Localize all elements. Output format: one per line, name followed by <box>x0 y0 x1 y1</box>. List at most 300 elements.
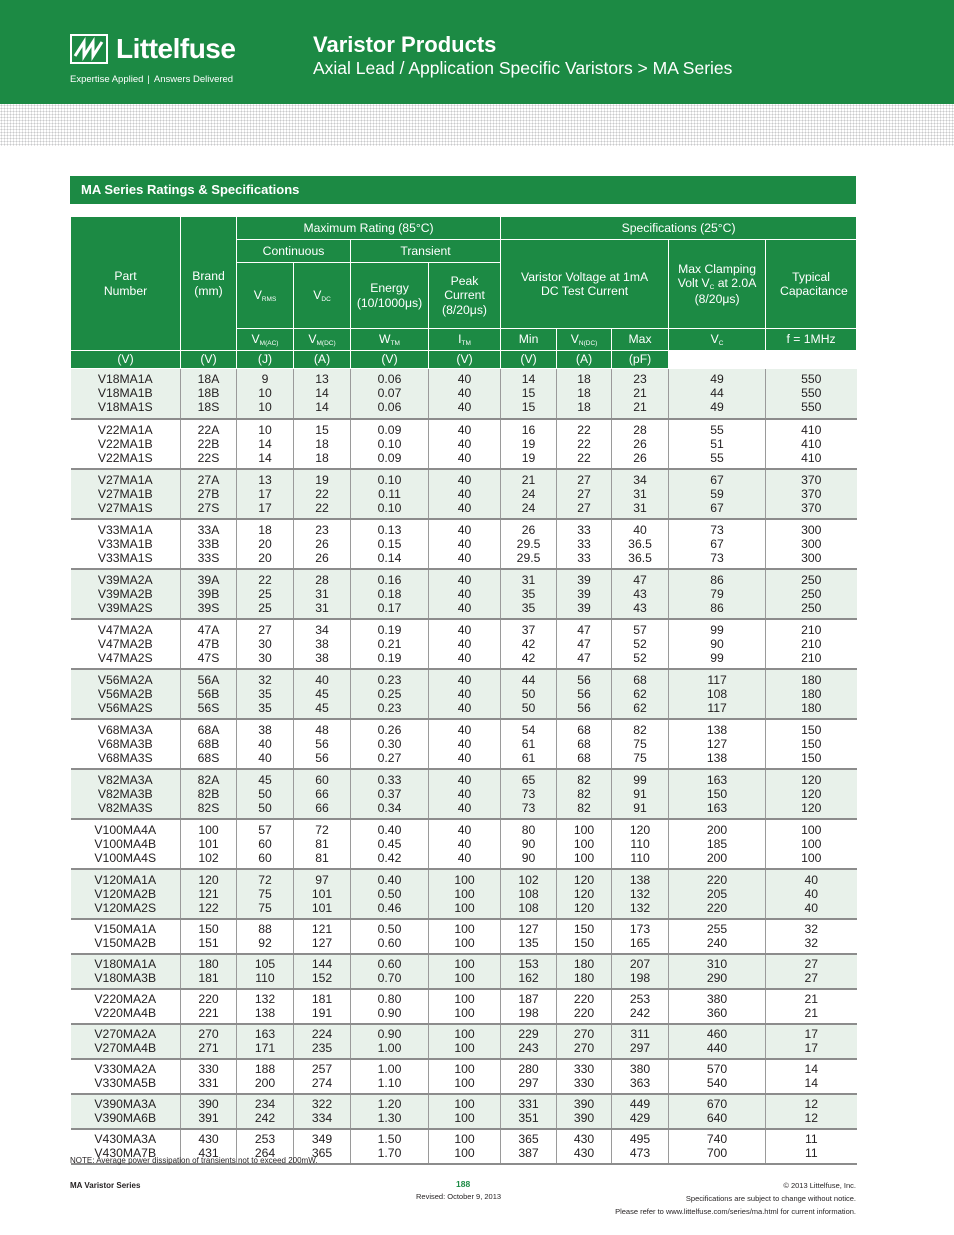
cell-vn <box>557 769 612 819</box>
cell-brand <box>181 469 237 519</box>
table-row-group <box>71 989 857 1024</box>
value-energy: 0.14 <box>377 550 402 565</box>
value-cap: 550 <box>801 400 822 414</box>
cell-part <box>71 954 181 989</box>
value-vn: 120 <box>573 886 595 901</box>
value-brand: 180 <box>198 957 219 971</box>
value-energy: 1.50 <box>377 1132 402 1146</box>
value-brand: 68B <box>197 736 220 751</box>
value-max: 68 <box>633 672 647 687</box>
value-energy: 0.17 <box>377 600 402 615</box>
value-vn: 47 <box>577 622 591 637</box>
cell-brand <box>181 669 237 719</box>
value-vrms: 10 <box>258 386 272 401</box>
cell-itm <box>429 769 501 819</box>
cell-itm <box>429 954 501 989</box>
cell-min <box>501 419 557 469</box>
value-max: 57 <box>633 622 647 637</box>
value-vc: 255 <box>706 922 728 936</box>
value-vrms: 138 <box>254 1006 276 1020</box>
value-min: 90 <box>521 850 536 865</box>
value-energy: 0.11 <box>378 486 401 501</box>
value-energy: 0.60 <box>377 957 402 971</box>
value-part: V100MA4B <box>94 836 157 851</box>
cell-cap <box>766 619 857 669</box>
value-part: V33MA1A <box>97 522 153 537</box>
value-cap: 40 <box>804 900 819 915</box>
value-vrms: 25 <box>258 586 272 601</box>
value-cap: 12 <box>804 1111 819 1125</box>
cell-vrms <box>237 1094 294 1129</box>
value-max: 132 <box>629 886 651 901</box>
value-max: 36.5 <box>628 550 652 565</box>
value-vc: 86 <box>710 600 724 615</box>
value-vc: 55 <box>710 422 724 437</box>
table-row-group <box>71 1059 857 1094</box>
value-vc: 150 <box>706 786 728 801</box>
cell-cap <box>766 989 857 1024</box>
value-min: 153 <box>518 957 539 971</box>
value-vn: 47 <box>577 650 591 665</box>
value-cap: 550 <box>801 372 822 386</box>
header-part-number: Part Number <box>71 217 181 351</box>
value-max: 495 <box>629 1132 651 1146</box>
value-vc: 44 <box>710 386 724 400</box>
cell-min <box>501 1059 557 1094</box>
cell-vrms <box>237 769 294 819</box>
value-brand: 22S <box>197 450 220 465</box>
table-row-group <box>71 369 857 419</box>
cell-vdc <box>294 719 351 769</box>
value-vdc: 34 <box>315 622 329 637</box>
value-vdc: 334 <box>311 1111 333 1125</box>
value-vrms: 92 <box>258 936 272 950</box>
cell-part <box>71 1059 181 1094</box>
value-max: 311 <box>630 1027 650 1041</box>
value-vn: 68 <box>577 750 591 765</box>
value-itm: 40 <box>457 700 472 715</box>
value-brand: 18B <box>197 386 220 401</box>
header-brand: Brand (mm) <box>181 217 237 351</box>
cell-min <box>501 669 557 719</box>
dot-pattern-band <box>0 104 954 146</box>
cell-energy <box>351 819 429 869</box>
cell-max <box>612 769 669 819</box>
cell-vn <box>557 954 612 989</box>
value-min: 35 <box>521 586 536 601</box>
cell-energy <box>351 719 429 769</box>
value-cap: 150 <box>801 750 822 765</box>
cell-itm <box>429 1024 501 1059</box>
value-brand: 102 <box>198 850 219 865</box>
value-part: V33MA1S <box>97 550 153 565</box>
value-brand: 68S <box>197 750 220 765</box>
value-min: 42 <box>521 636 536 651</box>
value-max: 165 <box>629 936 651 950</box>
value-vrms: 88 <box>258 922 272 936</box>
cell-vc <box>669 1094 766 1129</box>
value-vdc: 28 <box>315 572 329 587</box>
value-energy: 0.70 <box>377 971 402 985</box>
cell-vdc <box>294 869 351 919</box>
value-itm: 40 <box>457 836 472 851</box>
cell-itm <box>429 569 501 619</box>
value-brand: 391 <box>198 1111 219 1125</box>
cell-vrms <box>237 619 294 669</box>
value-itm: 100 <box>454 1097 475 1111</box>
cell-vn <box>557 569 612 619</box>
page-subtitle: Axial Lead / Application Specific Varistors > MA Series <box>313 58 733 78</box>
table-row-group <box>71 469 857 519</box>
value-vn: 180 <box>573 971 595 985</box>
tagline: Expertise Applied | Answers Delivered <box>70 74 234 85</box>
value-vdc: 26 <box>315 536 329 551</box>
cell-max <box>612 819 669 869</box>
value-vn: 33 <box>577 522 591 537</box>
value-vc: 138 <box>706 750 728 765</box>
value-part: V330MA2A <box>94 1062 157 1076</box>
unit-vrms: (V) <box>71 351 181 369</box>
cell-energy <box>351 619 429 669</box>
cell-vrms <box>237 469 294 519</box>
cell-brand <box>181 1094 237 1129</box>
value-vc: 360 <box>706 1006 728 1020</box>
cell-brand <box>181 369 237 419</box>
cell-max <box>612 989 669 1024</box>
value-cap: 370 <box>801 472 822 487</box>
value-vn: 270 <box>573 1041 595 1055</box>
value-vrms: 14 <box>258 436 272 451</box>
value-brand: 56B <box>197 686 220 701</box>
value-vc: 73 <box>710 522 724 537</box>
value-itm: 40 <box>457 422 472 437</box>
unit-vdc: (V) <box>181 351 237 369</box>
cell-itm <box>429 1094 501 1129</box>
value-max: 40 <box>633 522 647 537</box>
value-vc: 138 <box>706 722 728 737</box>
value-max: 26 <box>633 450 647 465</box>
value-brand: 122 <box>198 900 219 915</box>
value-cap: 180 <box>801 686 822 701</box>
value-itm: 40 <box>457 650 472 665</box>
cell-vdc <box>294 569 351 619</box>
value-vn: 390 <box>573 1097 595 1111</box>
cell-vdc <box>294 989 351 1024</box>
cell-part <box>71 369 181 419</box>
value-vdc: 144 <box>311 957 333 971</box>
value-itm: 40 <box>457 636 472 651</box>
value-max: 31 <box>633 486 647 501</box>
value-itm: 40 <box>457 372 472 387</box>
header-specifications: Specifications (25°C) <box>501 217 857 240</box>
cell-brand <box>181 619 237 669</box>
symbol-itm: $I_{TM}$ <box>429 329 501 351</box>
value-part: V220MA2A <box>94 992 157 1006</box>
value-vn: 33 <box>577 536 591 551</box>
value-itm: 100 <box>454 1132 475 1146</box>
cell-part <box>71 519 181 569</box>
value-vc: 163 <box>706 772 728 787</box>
value-vdc: 23 <box>315 522 329 537</box>
value-part: V18MA1B <box>97 386 153 401</box>
value-part: V270MA4B <box>94 1041 157 1055</box>
cell-energy <box>351 569 429 619</box>
value-itm: 40 <box>457 672 472 687</box>
value-part: V39MA2B <box>97 586 153 601</box>
value-min: 198 <box>518 1006 539 1020</box>
value-vc: 99 <box>710 622 724 637</box>
value-cap: 27 <box>804 971 819 985</box>
value-vn: 180 <box>573 957 595 971</box>
symbol-vc: $V_C$ <box>669 329 766 351</box>
footer-legal <box>615 1179 856 1218</box>
value-part: V82MA3S <box>97 800 153 815</box>
value-part: V82MA3B <box>97 786 153 801</box>
value-min: 24 <box>521 500 536 515</box>
value-min: 187 <box>518 992 539 1006</box>
cell-cap <box>766 419 857 469</box>
value-vrms: 253 <box>254 1132 276 1146</box>
cell-cap <box>766 1024 857 1059</box>
value-vdc: 40 <box>315 672 329 687</box>
value-cap: 300 <box>801 536 822 551</box>
value-vrms: 72 <box>258 872 272 887</box>
value-max: 242 <box>629 1006 651 1020</box>
cell-cap <box>766 369 857 419</box>
unit-vc: (A) <box>557 351 612 369</box>
value-brand: 330 <box>198 1062 219 1076</box>
value-vdc: 14 <box>315 386 329 401</box>
value-max: 47 <box>633 572 647 587</box>
value-part: V68MA3B <box>97 736 153 751</box>
value-min: 21 <box>521 472 536 487</box>
unit-capacitance: (pF) <box>612 351 669 369</box>
value-part: V100MA4A <box>94 822 157 837</box>
cell-vn <box>557 869 612 919</box>
value-vrms: 35 <box>258 686 272 701</box>
cell-vrms <box>237 669 294 719</box>
cell-brand <box>181 1024 237 1059</box>
value-vdc: 31 <box>315 600 329 615</box>
value-vc: 460 <box>706 1027 728 1041</box>
value-vrms: 10 <box>258 400 272 415</box>
value-min: 26 <box>521 522 536 537</box>
cell-part <box>71 619 181 669</box>
value-vdc: 365 <box>311 1146 333 1160</box>
cell-cap <box>766 519 857 569</box>
cell-vrms <box>237 989 294 1024</box>
value-part: V56MA2S <box>97 700 153 715</box>
cell-energy <box>351 519 429 569</box>
cell-vc <box>669 954 766 989</box>
value-brand: 221 <box>198 1006 219 1020</box>
value-vc: 200 <box>706 850 728 865</box>
value-vrms: 40 <box>258 736 272 751</box>
value-cap: 210 <box>801 636 822 651</box>
cell-vn <box>557 369 612 419</box>
cell-min <box>501 769 557 819</box>
cell-vrms <box>237 954 294 989</box>
value-cap: 370 <box>801 486 822 501</box>
value-min: 162 <box>518 971 539 985</box>
value-energy: 0.37 <box>377 786 402 801</box>
value-vrms: 32 <box>258 672 272 687</box>
value-brand: 120 <box>198 872 219 887</box>
value-max: 75 <box>633 750 647 765</box>
table-row-group <box>71 954 857 989</box>
cell-energy <box>351 669 429 719</box>
value-vdc: 81 <box>315 850 329 865</box>
cell-min <box>501 519 557 569</box>
littelfuse-mark-icon <box>70 34 108 64</box>
value-vn: 56 <box>577 672 591 687</box>
value-vc: 163 <box>706 800 728 815</box>
value-vc: 117 <box>707 672 727 687</box>
value-energy: 1.10 <box>377 1076 402 1090</box>
value-vrms: 171 <box>254 1041 276 1055</box>
symbol-vn: $V_{N(DC)}$ <box>557 329 612 351</box>
value-max: 363 <box>629 1076 651 1090</box>
symbol-max: Max <box>612 329 669 351</box>
cell-vn <box>557 669 612 719</box>
value-vn: 39 <box>577 600 591 615</box>
value-cap: 40 <box>804 886 819 901</box>
cell-itm <box>429 369 501 419</box>
value-cap: 12 <box>804 1097 819 1111</box>
cell-vrms <box>237 519 294 569</box>
value-brand: 47A <box>197 622 220 637</box>
value-vdc: 22 <box>315 486 329 501</box>
value-max: 82 <box>633 722 647 737</box>
cell-cap <box>766 719 857 769</box>
cell-max <box>612 869 669 919</box>
value-energy: 1.00 <box>377 1041 402 1055</box>
value-itm: 40 <box>457 800 472 815</box>
cell-cap <box>766 669 857 719</box>
cell-min <box>501 989 557 1024</box>
value-vn: 150 <box>573 936 595 950</box>
value-energy: 0.09 <box>377 422 402 437</box>
value-max: 36.5 <box>628 536 652 551</box>
value-part: V430MA7B <box>94 1146 157 1160</box>
value-vn: 68 <box>577 722 591 737</box>
value-itm: 40 <box>457 386 472 401</box>
value-vdc: 72 <box>315 822 329 837</box>
value-itm: 100 <box>454 872 475 887</box>
value-part: V22MA1B <box>97 436 153 451</box>
value-cap: 32 <box>804 922 819 936</box>
value-min: 16 <box>521 422 536 437</box>
value-max: 110 <box>630 850 650 865</box>
cell-energy <box>351 419 429 469</box>
value-brand: 121 <box>198 886 219 901</box>
value-vrms: 17 <box>258 500 272 515</box>
value-part: V18MA1S <box>97 400 153 415</box>
table-row-group <box>71 719 857 769</box>
value-part: V39MA2S <box>97 600 153 615</box>
value-brand: 390 <box>198 1097 219 1111</box>
value-vrms: 10 <box>258 422 272 437</box>
value-vc: 117 <box>707 700 727 715</box>
value-min: 65 <box>521 772 536 787</box>
value-vdc: 322 <box>311 1097 333 1111</box>
cell-max <box>612 419 669 469</box>
cell-max <box>612 954 669 989</box>
cell-vdc <box>294 519 351 569</box>
value-itm: 100 <box>454 1027 475 1041</box>
value-vrms: 163 <box>254 1027 276 1041</box>
cell-cap <box>766 1129 857 1164</box>
cell-part <box>71 569 181 619</box>
value-vdc: 22 <box>315 500 329 515</box>
cell-part <box>71 819 181 869</box>
value-cap: 120 <box>801 786 822 801</box>
cell-min <box>501 919 557 954</box>
value-brand: 181 <box>198 971 219 985</box>
value-min: 61 <box>521 750 536 765</box>
value-vrms: 75 <box>258 886 272 901</box>
value-brand: 33A <box>197 522 220 537</box>
value-vc: 108 <box>706 686 728 701</box>
value-cap: 11 <box>804 1146 818 1160</box>
value-brand: 33S <box>197 550 220 565</box>
value-vn: 120 <box>573 872 595 887</box>
value-vn: 82 <box>577 786 591 801</box>
cell-vc <box>669 619 766 669</box>
value-vc: 570 <box>706 1062 728 1076</box>
value-vdc: 81 <box>315 836 329 851</box>
value-brand: 331 <box>198 1076 219 1090</box>
value-part: V18MA1A <box>97 372 153 387</box>
value-part: V330MA5B <box>94 1076 157 1090</box>
value-energy: 1.70 <box>377 1146 402 1160</box>
value-cap: 410 <box>801 450 822 465</box>
value-itm: 40 <box>457 600 472 615</box>
symbol-frequency: f = 1MHz <box>766 329 857 351</box>
value-cap: 32 <box>804 936 819 950</box>
cell-brand <box>181 519 237 569</box>
cell-vn <box>557 1024 612 1059</box>
cell-vc <box>669 769 766 819</box>
cell-cap <box>766 469 857 519</box>
value-itm: 40 <box>457 486 472 501</box>
value-itm: 40 <box>457 686 472 701</box>
value-energy: 0.45 <box>377 836 402 851</box>
cell-vdc <box>294 1059 351 1094</box>
value-vc: 740 <box>706 1132 728 1146</box>
value-vdc: 127 <box>311 936 333 950</box>
value-vn: 120 <box>573 900 595 915</box>
cell-max <box>612 1129 669 1164</box>
value-min: 280 <box>518 1062 539 1076</box>
cell-cap <box>766 869 857 919</box>
value-part: V22MA1A <box>97 422 153 437</box>
cell-part <box>71 719 181 769</box>
value-brand: 22B <box>197 436 220 451</box>
value-cap: 300 <box>801 550 822 565</box>
footer-series: MA Varistor Series <box>70 1181 141 1190</box>
value-vn: 100 <box>573 850 595 865</box>
unit-current: (A) <box>294 351 351 369</box>
value-itm: 40 <box>457 772 472 787</box>
value-vc: 670 <box>706 1097 728 1111</box>
value-itm: 40 <box>457 786 472 801</box>
cell-max <box>612 619 669 669</box>
cell-brand <box>181 919 237 954</box>
value-max: 253 <box>629 992 651 1006</box>
value-min: 351 <box>518 1111 539 1125</box>
cell-itm <box>429 869 501 919</box>
